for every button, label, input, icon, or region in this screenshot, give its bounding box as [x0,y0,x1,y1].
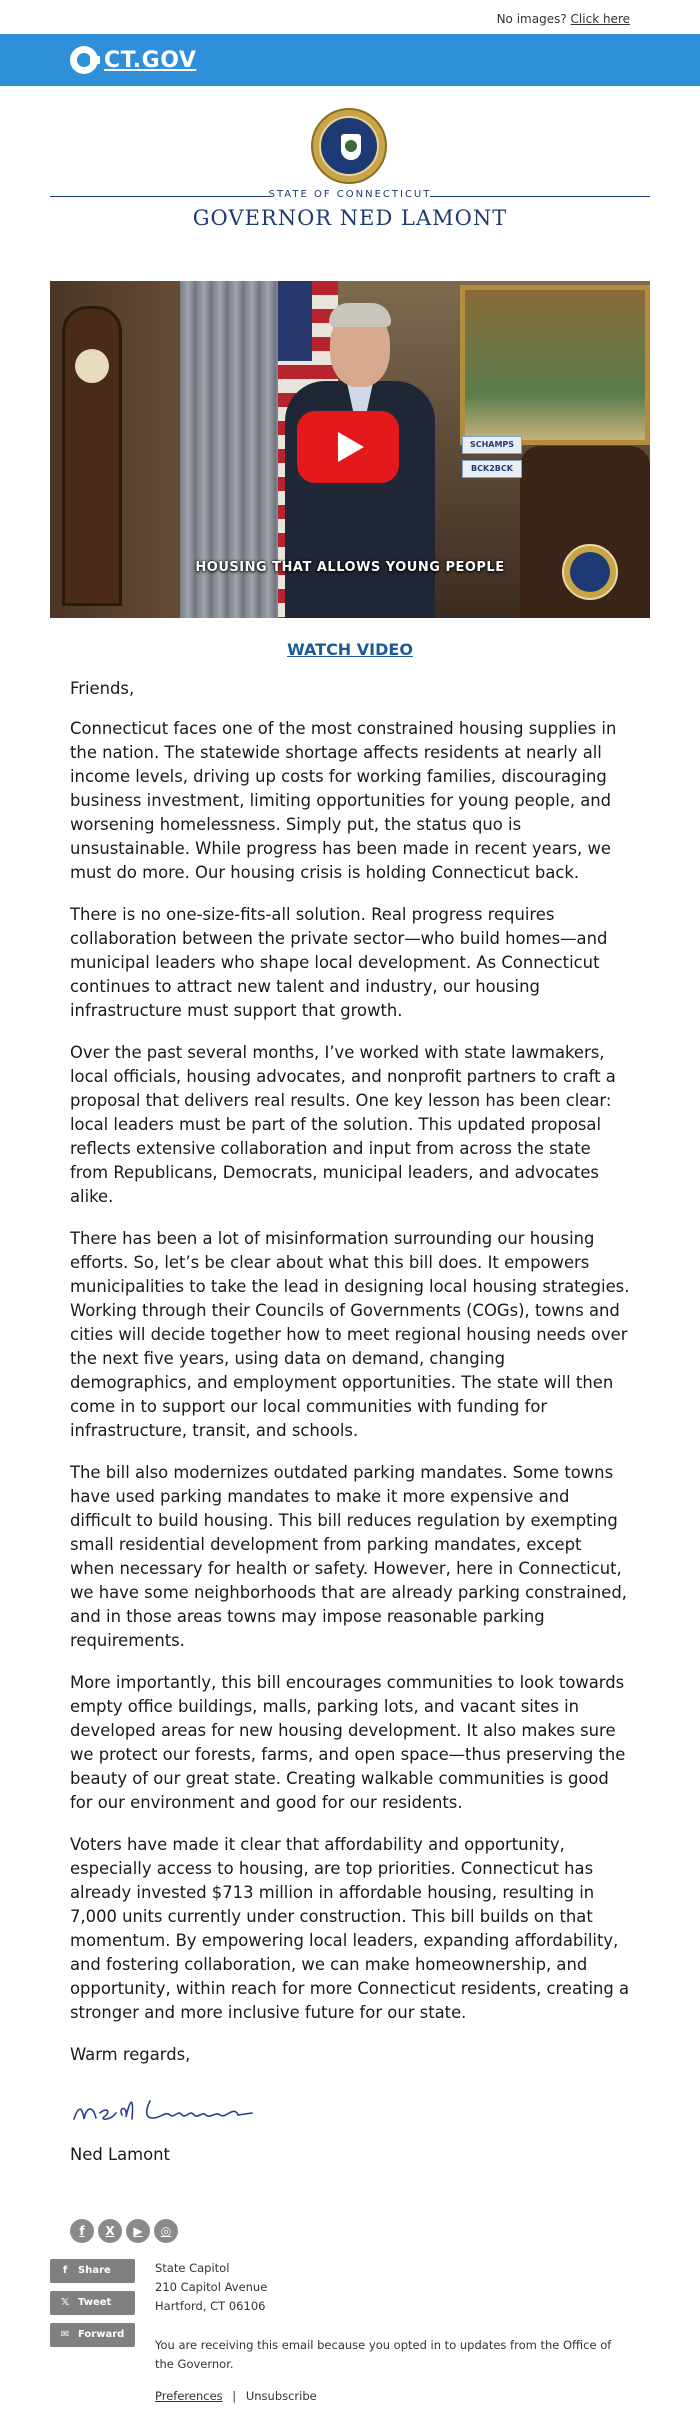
ct-gov-logo-text: CT.GOV [104,47,197,73]
address-line: 210 Capitol Avenue [155,2280,268,2294]
tweet-button[interactable]: 𝕏 Tweet [50,2291,135,2315]
click-here-link[interactable]: Click here [570,12,630,26]
youtube-icon[interactable]: ▶ [126,2219,150,2243]
share-buttons [50,2259,135,2355]
preheader-bar [0,0,700,34]
facebook-icon[interactable]: f [70,2219,94,2243]
license-plate: SCHAMPS [462,436,522,454]
letter-body [70,677,630,2167]
license-plate: BCK2BCK [462,460,522,478]
watch-video-row [0,640,700,659]
link-separator: | [232,2389,237,2403]
video-thumbnail[interactable] [50,281,650,618]
no-images-text: No images? [496,12,567,26]
state-seal-icon [311,108,387,184]
governor-name-title: GOVERNOR NED LAMONT [192,206,508,230]
play-button-icon[interactable] [297,411,399,483]
preferences-link[interactable]: Preferences [155,2389,223,2403]
paragraph: Connecticut faces one of the most constrained housing supplies in the nation. The statewide shortage affects residents at nearly all income levels, driving up costs for working families, discouraging business investment, limiting opportunities for young people, and worsening homelessness. Simply put, the status quo is unsustainable. While progress has been made in recent years, we must do more. Our housing crisis is holding Connecticut back. [70,719,617,882]
footer-links [155,2389,317,2403]
paragraph: There has been a lot of misinformation surrounding our housing efforts. So, let’s be clear about what this bill does. It empowers municipalities to take the lead in designing local housing strategies. Working through their Councils of Governments (COGs), towns and cities will decide together how to meet regional housing needs over the next five years, using data on demand, changing demographics, and employment opportunities. The state will then come in to support our local communities with funding for infrastructure, transit, and schools. [70,1229,630,1440]
ct-gov-banner [0,34,700,86]
license-plates [462,436,524,512]
handwritten-signature [70,2085,630,2133]
signer-name: Ned Lamont [70,2145,170,2164]
address-line: State Capitol [155,2261,230,2275]
facebook-icon: f [62,2265,68,2276]
unsubscribe-link[interactable]: Unsubscribe [245,2389,317,2403]
paragraph: There is no one-size-fits-all solution. Real progress requires collaboration between the private sector—who build homes—and municipal leaders who shape local development. As Connecticut continues to attract new talent and industry, our housing infrastructure must support that growth. [70,905,608,1020]
mailing-address [155,2259,267,2316]
paragraph: Voters have made it clear that affordability and opportunity, especially access to housing, are top priorities. Connecticut has already invested $713 million in affordable housing, resulting in 7,000 units currently under construction. This bill builds on that momentum. By empowering local leaders, expanding affordability, and fostering collaboration, we can make homeownership, and opportunity, within reach for more Connecticut residents, creating a stronger and more inclusive future for our state. [70,1835,630,2022]
share-button[interactable]: f Share [50,2259,135,2283]
no-images-notice [497,12,630,26]
forward-button[interactable]: ✉ Forward [50,2323,135,2347]
social-links [70,2219,700,2243]
footer [0,2259,700,2429]
paragraph: More importantly, this bill encourages communities to look towards empty office buildings, malls, parking lots, and vacant sites in developed areas for new housing development. It also makes sure we protect our forests, farms, and open space—thus preserving the beauty of our great state. Creating walkable communities is good for our environment and good for our residents. [70,1673,626,1812]
watch-video-link[interactable]: WATCH VIDEO [287,640,413,659]
address-line: Hartford, CT 06106 [155,2299,266,2313]
greeting: Friends, [70,679,135,698]
video-caption: HOUSING THAT ALLOWS YOUNG PEOPLE [195,560,505,575]
ct-gov-logo-icon [70,46,98,74]
subscription-notice: You are receiving this email because you opted in to updates from the Office of the Governor. [155,2338,612,2371]
ct-gov-logo[interactable] [70,46,196,74]
x-twitter-icon[interactable]: X [98,2219,122,2243]
closing: Warm regards, [70,2045,191,2064]
paragraph: The bill also modernizes outdated parking mandates. Some towns have used parking mandates to make it more expensive and difficult to build housing. This bill reduces regulation by exempting small residential development from parking mandates, except when necessary for health or safety. However, here in Connecticut, we have some neighborhoods that are already parking constrained, and in those areas towns may impose reasonable parking requirements. [70,1463,627,1650]
governor-header [0,86,700,281]
state-of-connecticut-label: STATE OF CONNECTICUT [268,189,432,200]
x-twitter-icon: 𝕏 [60,2297,70,2308]
envelope-icon: ✉ [60,2329,70,2340]
instagram-icon[interactable]: ◎ [154,2219,178,2243]
paragraph: Over the past several months, I’ve worked with state lawmakers, local officials, housing advocates, and nonprofit partners to craft a proposal that delivers real results. One key lesson has been clear: local leaders must be part of the solution. This updated proposal reflects extensive collaboration and input from across the state from Republicans, Democrats, municipal leaders, and advocates alike. [70,1043,616,1206]
wall-painting [460,285,650,445]
